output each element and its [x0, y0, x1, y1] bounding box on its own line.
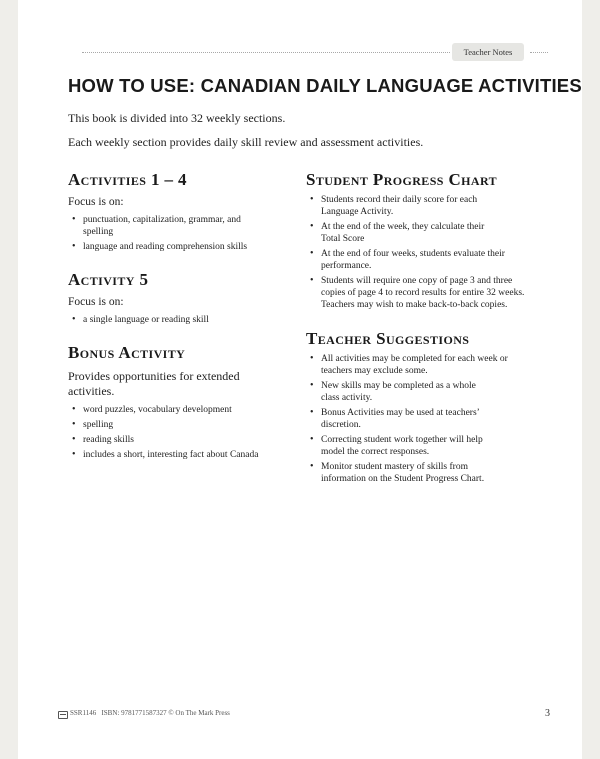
- list-item: • At the end of the week, they calculate their Total Score: [306, 221, 501, 245]
- list-item: • word puzzles, vocabulary development: [68, 404, 293, 416]
- list-item: • All activities may be completed for each week or teachers may exclude some.: [306, 353, 531, 377]
- right-column: [306, 170, 531, 488]
- teacher-suggestions-heading: Teacher Suggestions: [306, 329, 470, 348]
- list-item: • punctuation, capitalization, grammar, and spelling: [68, 214, 248, 238]
- list-item: • Correcting student work together will help model the correct responses.: [306, 434, 496, 458]
- bonus-activity-section: [68, 343, 293, 461]
- activity-5-heading: Activity 5: [68, 270, 149, 289]
- list-item: • Bonus Activities may be used at teachers’ discretion.: [306, 407, 486, 431]
- list-item: • spelling: [68, 419, 293, 431]
- bonus-activity-description: Provides opportunities for extended activities.: [68, 369, 240, 398]
- list-item: • New skills may be completed as a whole class activity.: [306, 380, 496, 404]
- activities-1-4-focus-label: Focus is on:: [68, 196, 124, 208]
- activity-5-section: [68, 270, 293, 326]
- student-progress-chart-list: [306, 194, 531, 311]
- list-item: • reading skills: [68, 434, 293, 446]
- activities-1-4-section: [68, 170, 293, 253]
- bonus-activity-heading: Bonus Activity: [68, 343, 186, 362]
- list-item: • Monitor student mastery of skills from information on the Student Progress Chart.: [306, 461, 506, 485]
- bonus-activity-list: [68, 404, 293, 461]
- page-number: 3: [545, 708, 550, 719]
- list-item: • language and reading comprehension skills: [68, 241, 293, 253]
- activity-5-list: [68, 314, 293, 326]
- book-icon: [58, 711, 68, 719]
- page-title: HOW TO USE: CANADIAN DAILY LANGUAGE ACTIVITIES: [68, 75, 582, 96]
- teacher-suggestions-list: [306, 353, 531, 485]
- list-item: • Students will require one copy of page 3 and three copies of page 4 to record results for entire 32 weeks. Teachers may wish to make back-to-back copies.: [306, 275, 526, 311]
- intro-line-2: Each weekly section provides daily skill review and assessment activities.: [68, 135, 424, 149]
- list-item: • Students record their daily score for each Language Activity.: [306, 194, 496, 218]
- footer-publication-info: SSR1146 ISBN: 9781771587327 © On The Mark Press: [70, 709, 230, 717]
- activities-1-4-list: [68, 214, 293, 253]
- activity-5-focus-label: Focus is on:: [68, 296, 124, 308]
- teacher-notes-tab: Teacher Notes: [452, 43, 524, 61]
- header-dotted-rule: [82, 52, 450, 53]
- left-margin-bar: [0, 0, 18, 759]
- activities-1-4-heading: Activities 1 – 4: [68, 170, 187, 189]
- list-item: • At the end of four weeks, students evaluate their performance.: [306, 248, 531, 272]
- list-item: • includes a short, interesting fact about Canada: [68, 449, 293, 461]
- student-progress-chart-section: [306, 170, 531, 311]
- intro-line-1: This book is divided into 32 weekly sections.: [68, 111, 286, 125]
- teacher-suggestions-section: [306, 329, 531, 485]
- left-column: [68, 170, 293, 464]
- student-progress-chart-heading: Student Progress Chart: [306, 170, 498, 189]
- list-item: • a single language or reading skill: [68, 314, 293, 326]
- header-dotted-rule-right: [530, 52, 548, 53]
- right-margin-bar: [582, 0, 600, 759]
